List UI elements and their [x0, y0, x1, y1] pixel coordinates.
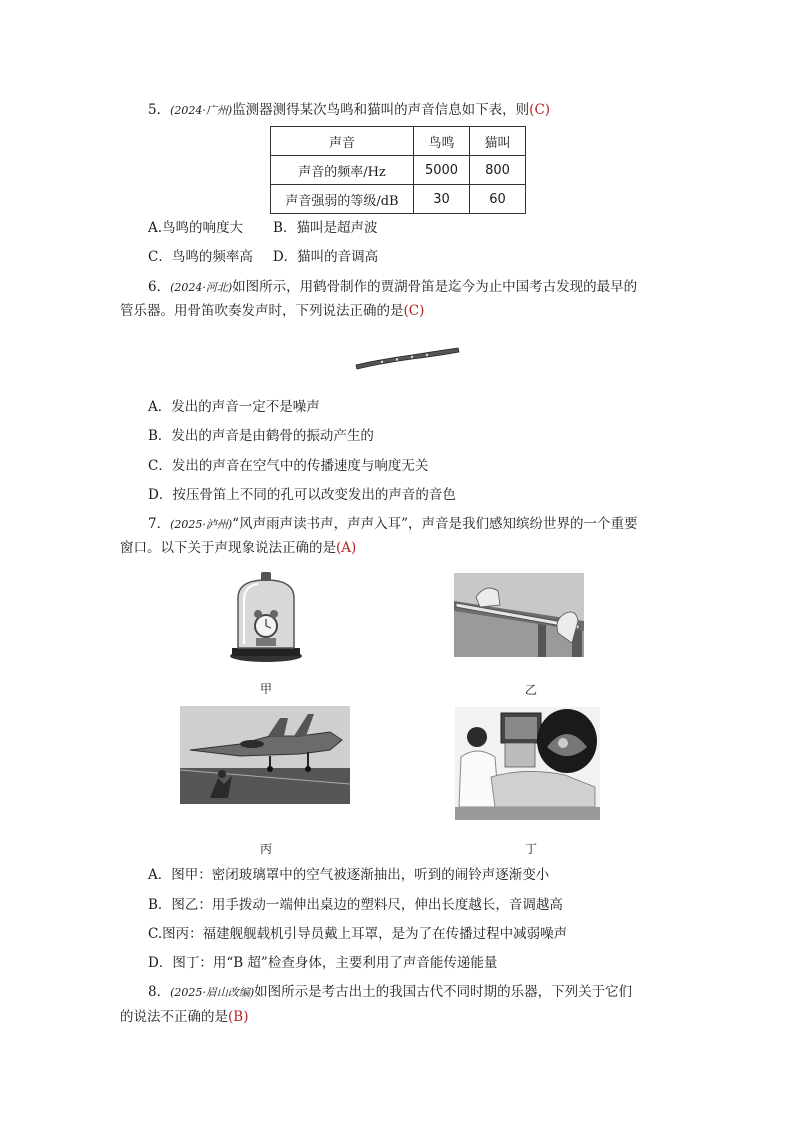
- bell-jar-figure: [226, 568, 306, 664]
- table-cell: 声音强弱的等级/dB: [271, 185, 414, 214]
- q5-option-d: D．猫叫的音调高: [272, 249, 379, 265]
- table-row: [271, 156, 526, 185]
- bone-flute-figure: [352, 345, 462, 371]
- q5-option-b: B．猫叫是超声波: [273, 220, 378, 236]
- q8-stem-line1: 8．(2025·眉山改编)如图所示是考古出土的我国古代不同时期的乐器，下列关于它们: [148, 984, 633, 1000]
- q7-stem-line2: 窗口。以下关于声现象说法正确的是(A): [120, 540, 357, 556]
- q6-stem-line1: 6．(2024·河北)如图所示，用鹤骨制作的贾湖骨笛是迄今为止中国考古发现的最早的: [148, 279, 638, 295]
- q6-option-d: D．按压骨笛上不同的孔可以改变发出的声音的音色: [148, 487, 456, 503]
- q5-option-c: C．鸟鸣的频率高: [148, 249, 253, 265]
- carrier-jet-figure: [180, 706, 350, 804]
- q8-stem-line2: 的说法不正确的是(B): [120, 1009, 249, 1025]
- table-cell: 60: [470, 185, 526, 214]
- q5-option-a: A.鸟鸣的响度大: [148, 220, 244, 236]
- ultrasound-figure: [455, 707, 600, 820]
- q7-option-d: D．图丁：用“B 超”检查身体，主要利用了声音能传递能量: [148, 955, 498, 971]
- sound-info-table: [270, 126, 526, 214]
- table-header-cell: 鸟鸣: [414, 127, 470, 156]
- q7-option-b: B．图乙：用手拨动一端伸出桌边的塑料尺，伸出长度越长，音调越高: [148, 897, 563, 913]
- q5-options-row1: [148, 219, 377, 237]
- table-header-cell: 声音: [271, 127, 414, 156]
- table-cell: 30: [414, 185, 470, 214]
- q6-option-b: B．发出的声音是由鹤骨的振动产生的: [148, 428, 374, 444]
- table-cell: 5000: [414, 156, 470, 185]
- figure-caption-yi: 乙: [525, 683, 538, 697]
- table-row: [271, 185, 526, 214]
- q6-option-c: C．发出的声音在空气中的传播速度与响度无关: [148, 458, 429, 474]
- table-header-row: [271, 127, 526, 156]
- q7-stem-line1: 7．(2025·泸州)“风声雨声读书声，声声入耳”，声音是我们感知缤纷世界的一个重要: [148, 516, 638, 532]
- table-cell: 声音的频率/Hz: [271, 156, 414, 185]
- q6-stem-line2: 管乐器。用骨笛吹奏发声时，下列说法正确的是(C): [120, 303, 425, 319]
- table-header-cell: 猫叫: [470, 127, 526, 156]
- q6-option-a: A．发出的声音一定不是噪声: [148, 399, 320, 415]
- q5-stem: 5．(2024·广州)监测器测得某次鸟鸣和猫叫的声音信息如下表，则(C): [148, 102, 551, 118]
- figure-caption-jia: 甲: [260, 682, 273, 696]
- ruler-table-figure: [454, 573, 584, 657]
- q7-option-a: A．图甲：密闭玻璃罩中的空气被逐渐抽出，听到的闹铃声逐渐变小: [148, 867, 550, 883]
- q7-option-c: C.图丙：福建舰舰载机引导员戴上耳罩，是为了在传播过程中减弱噪声: [148, 926, 568, 942]
- table-cell: 800: [470, 156, 526, 185]
- figure-caption-bing: 丙: [260, 842, 273, 856]
- figure-caption-ding: 丁: [525, 842, 538, 856]
- q5-options-row2: [148, 248, 378, 266]
